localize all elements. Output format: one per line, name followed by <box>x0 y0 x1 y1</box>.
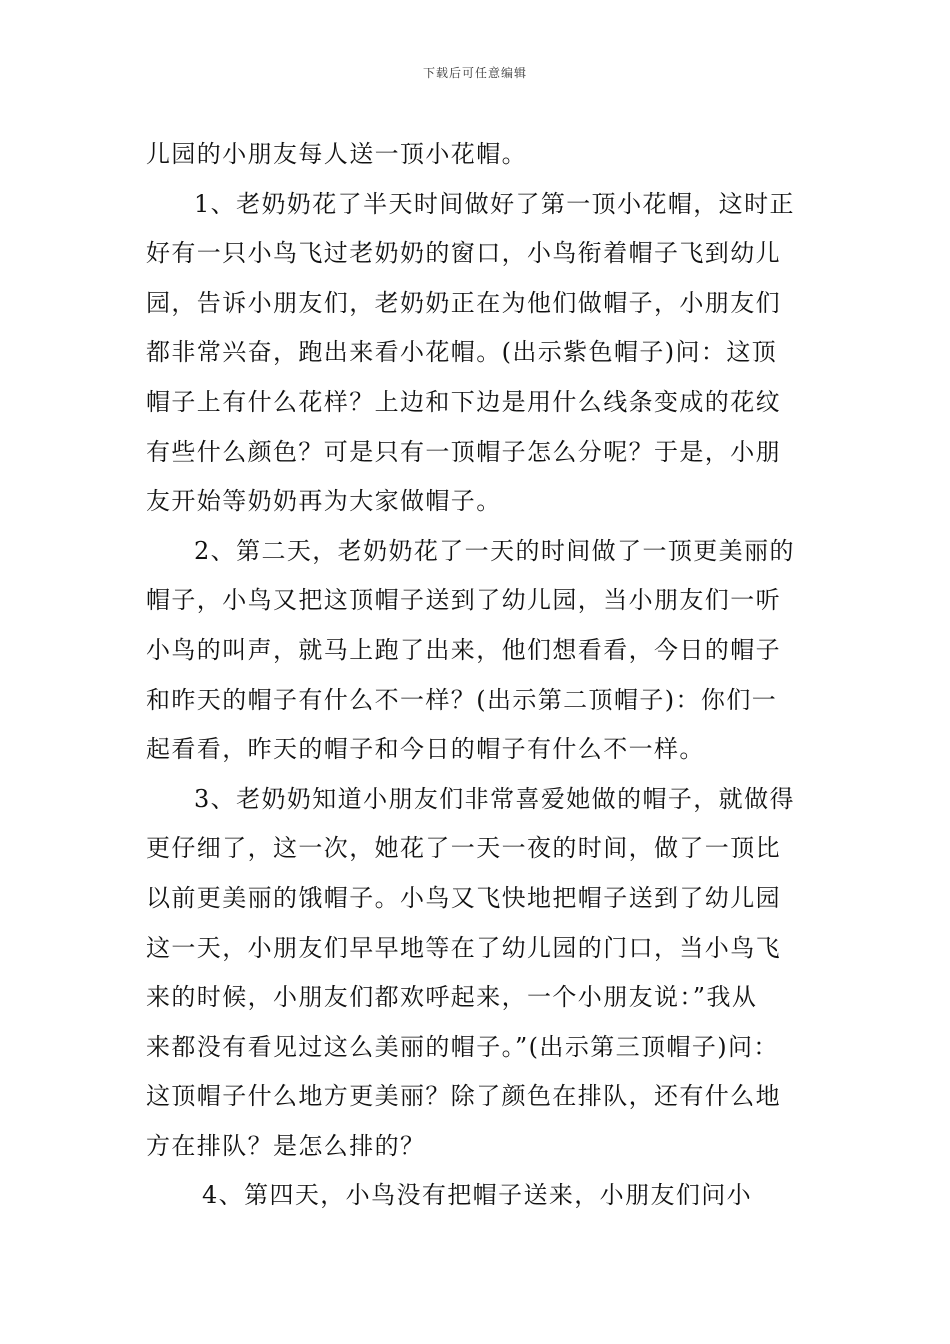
text-line: 园，告诉小朋友们，老奶奶正在为他们做帽子，小朋友们 <box>146 288 781 317</box>
text-line: 方在排队？是怎么排的？ <box>146 1131 426 1160</box>
text-line: 儿园的小朋友每人送一顶小花帽。 <box>146 140 527 168</box>
text-line: 这顶帽子什么地方更美丽？除了颜色在排队，还有什么地 <box>146 1082 781 1111</box>
page-header-note: 下载后可任意编辑 <box>422 66 527 80</box>
paragraph-1-start: 1、老奶奶花了半天时间做好了第一顶小花帽，这时正 <box>194 189 795 218</box>
text-line: 和昨天的帽子有什么不一样？(出示第二顶帽子)：你们一 <box>146 685 778 714</box>
document-body <box>146 130 811 1221</box>
text-line: 有些什么颜色？可是只有一顶帽子怎么分呢？于是，小朋 <box>146 437 781 466</box>
text-line: 小鸟的叫声，就马上跑了出来，他们想看看，今日的帽子 <box>146 635 781 664</box>
text-line: 来的时候，小朋友们都欢呼起来，一个小朋友说：”我从 <box>146 983 758 1012</box>
text-line: 好有一只小鸟飞过老奶奶的窗口，小鸟衔着帽子飞到幼儿 <box>146 239 781 268</box>
paragraph-2-start: 2、第二天，老奶奶花了一天的时间做了一顶更美丽的 <box>194 536 795 565</box>
text-line: 友开始等奶奶再为大家做帽子。 <box>146 487 502 516</box>
text-line: 帽子，小鸟又把这顶帽子送到了幼儿园，当小朋友们一听 <box>146 586 781 615</box>
text-line: 来都没有看见过这么美丽的帽子。”(出示第三顶帽子)问： <box>146 1032 779 1061</box>
text-line: 都非常兴奋，跑出来看小花帽。(出示紫色帽子)问：这顶 <box>146 338 778 367</box>
text-line: 起看看，昨天的帽子和今日的帽子有什么不一样。 <box>146 735 705 764</box>
text-line: 以前更美丽的饿帽子。小鸟又飞快地把帽子送到了幼儿园 <box>146 883 781 912</box>
paragraph-3-start: 3、老奶奶知道小朋友们非常喜爱她做的帽子，就做得 <box>194 784 795 813</box>
text-line: 这一天，小朋友们早早地等在了幼儿园的门口，当小鸟飞 <box>146 933 781 962</box>
text-line: 帽子上有什么花样？上边和下边是用什么线条变成的花纹 <box>146 387 781 416</box>
paragraph-4-start: 4、第四天，小鸟没有把帽子送来，小朋友们问小 <box>202 1181 753 1210</box>
text-line: 更仔细了，这一次，她花了一天一夜的时间，做了一顶比 <box>146 834 781 863</box>
